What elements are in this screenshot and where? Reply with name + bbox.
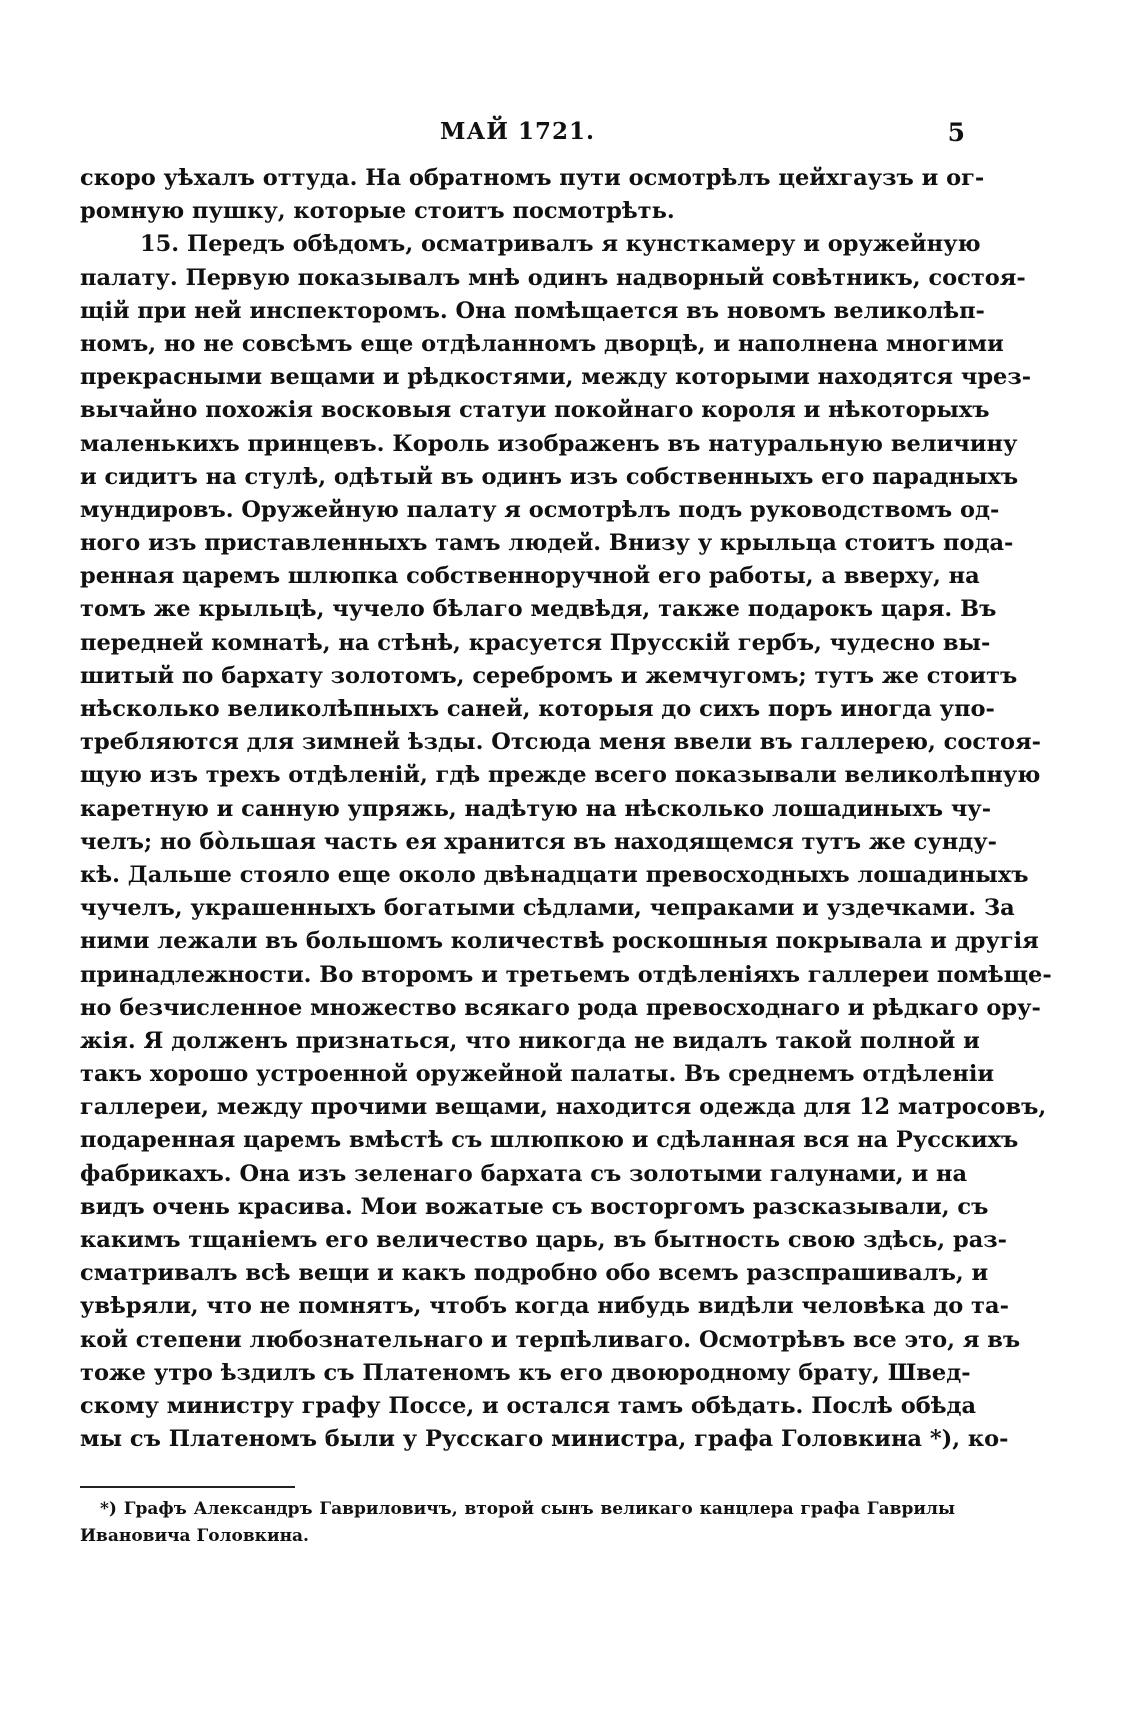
text-line: щій при ней инспекторомъ. Она помѣщается въ новомъ великолѣп- — [80, 297, 985, 324]
text-line: мундировъ. Оружейную палату я осмотрѣлъ подъ руководствомъ од- — [80, 496, 1000, 523]
text-line: но безчисленное множество всякаго рода превосходнаго и рѣдкаго ору- — [80, 994, 1041, 1021]
footnote-line: *) Графъ Александръ Гавриловичъ, второй сынъ великаго канцлера графа Гаврилы — [100, 1499, 955, 1520]
text-line: жія. Я долженъ признаться, что никогда не видалъ такой полной и — [80, 1027, 980, 1054]
page-header — [80, 118, 965, 152]
text-line: скому министру графу Поссе, и остался тамъ обѣдать. Послѣ обѣда — [80, 1392, 977, 1419]
text-line: ромную пушку, которые стоитъ посмотрѣть. — [80, 198, 675, 225]
text-line: томъ же крыльцѣ, чучело бѣлаго медвѣдя, также подарокъ царя. Въ — [80, 596, 997, 623]
text-line: подаренная царемъ вмѣстѣ съ шлюпкою и сдѣланная вся на Русскихъ — [80, 1127, 1019, 1154]
text-line: увѣряли, что не помнятъ, чтобъ когда нибудь видѣли человѣка до та- — [80, 1293, 1009, 1320]
text-line: галлереи, между прочими вещами, находится одежда для 12 матросовъ, — [80, 1094, 1047, 1121]
text-line: каретную и санную упряжь, надѣтую на нѣсколько лошадиныхъ чу- — [80, 795, 992, 822]
text-line: тоже утро ѣздилъ съ Платеномъ къ его двоюродному брату, Швед- — [80, 1359, 971, 1386]
text-line: мы съ Платеномъ были у Русскаго министра, графа Головкина *), ко- — [80, 1426, 1009, 1453]
text-line: фабрикахъ. Она изъ зеленаго бархата съ золотыми галунами, и на — [80, 1160, 968, 1187]
text-line: челъ; но бо̀льшая часть ея хранится въ находящемся тутъ же сунду- — [80, 828, 997, 855]
book-page — [80, 118, 1052, 1550]
text-line: видъ очень красива. Мои вожатые съ восторгомъ разсказывали, съ — [80, 1193, 989, 1220]
text-line: чучелъ, украшенныхъ богатыми сѣдлами, чепраками и уздечками. За — [80, 895, 1015, 922]
text-line: и сидитъ на стулѣ, одѣтый въ одинъ изъ собственныхъ его парадныхъ — [80, 463, 1019, 490]
text-line: передней комнатѣ, на стѣнѣ, красуется Прусскій гербъ, чудесно вы- — [80, 629, 991, 656]
text-line: прекрасными вещами и рѣдкостями, между которыми находятся чрез- — [80, 364, 1032, 391]
text-line: требляются для зимней ѣзды. Отсюда меня ввели въ галлерею, состоя- — [80, 729, 1041, 756]
text-line: ного изъ приставленныхъ тамъ людей. Внизу у крыльца стоитъ пода- — [80, 530, 1014, 557]
text-line: палату. Первую показывалъ мнѣ одинъ надворный совѣтникъ, состоя- — [80, 264, 1026, 291]
page-number: 5 — [947, 118, 965, 147]
text-line: вычайно похожія восковыя статуи покойнаго короля и нѣкоторыхъ — [80, 397, 990, 424]
text-line: ними лежали въ большомъ количествѣ роскошныя покрывала и другія — [80, 928, 1039, 955]
text-line: номъ, но не совсѣмъ еще отдѣланномъ дворцѣ, и наполнена многими — [80, 330, 1004, 357]
text-line: нѣсколько великолѣпныхъ саней, которыя до сихъ поръ иногда упо- — [80, 696, 995, 722]
text-line: принадлежности. Во второмъ и третьемъ отдѣленіяхъ галлереи помѣще- — [80, 961, 1052, 988]
text-line: шитый по бархату золотомъ, серебромъ и жемчугомъ; тутъ же стоитъ — [80, 662, 1018, 689]
text-line: такъ хорошо устроенной оружейной палаты. Въ среднемъ отдѣленіи — [80, 1061, 995, 1088]
text-line: кѣ. Дальше стояло еще около двѣнадцати превосходныхъ лошадиныхъ — [80, 861, 1029, 888]
text-line: щую изъ трехъ отдѣленій, гдѣ прежде всего показывали великолѣпную — [80, 762, 1041, 789]
text-line: сматривалъ всѣ вещи и какъ подробно обо всемъ разспрашивалъ, и — [80, 1260, 989, 1287]
text-line: какимъ тщаніемъ его величество царь, въ бытность свою здѣсь, раз- — [80, 1227, 1007, 1253]
footnote-line: Ивановича Головкина. — [80, 1526, 309, 1547]
text-line: 15. Передъ обѣдомъ, осматривалъ я кунсткамеру и оружейную — [140, 231, 981, 258]
text-line: ренная царемъ шлюпка собственноручной его работы, а вверху, на — [80, 563, 980, 590]
text-line: маленькихъ принцевъ. Король изображенъ въ натуральную величину — [80, 430, 1018, 457]
text-line: скоро уѣхалъ оттуда. На обратномъ пути осмотрѣлъ цейхгаузъ и ог- — [80, 165, 985, 191]
footnote-divider — [80, 1486, 295, 1488]
running-title: МАЙ 1721. — [440, 118, 595, 145]
footnote — [80, 1496, 955, 1550]
body-text — [80, 162, 1052, 1456]
text-line: кой степени любознательнаго и терпѣливаго. Осмотрѣвъ все это, я въ — [80, 1326, 1021, 1353]
